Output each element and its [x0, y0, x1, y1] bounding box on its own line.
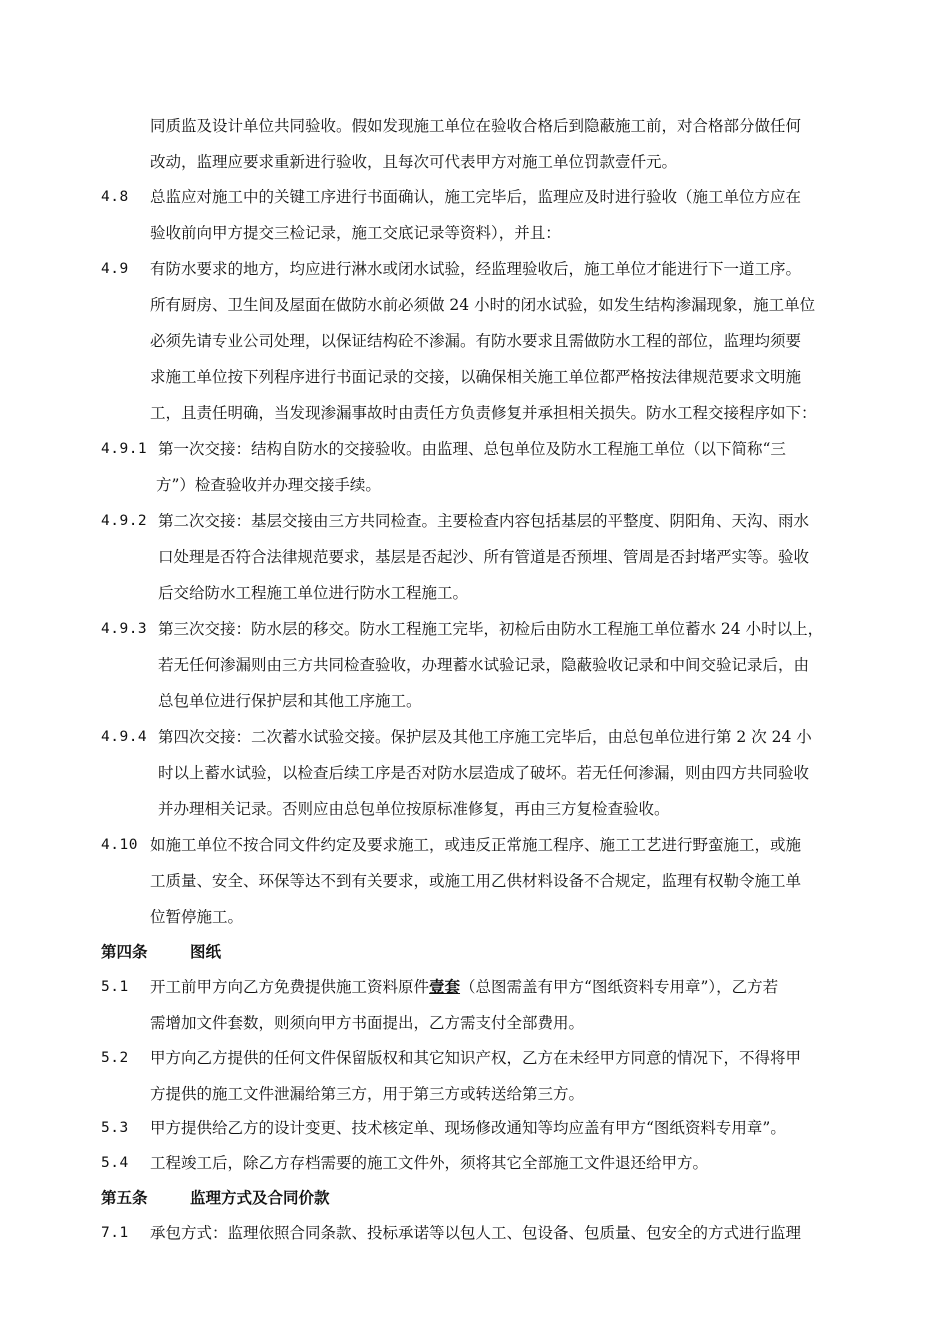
- clause-number: 4.8: [101, 189, 129, 205]
- text-run: 开工前甲方向乙方免费提供施工资料原件: [150, 978, 430, 996]
- paragraph-line: 位暂停施工。: [150, 908, 244, 926]
- paragraph-line: 甲方提供给乙方的设计变更、技术核定单、现场修改通知等均应盖有甲方“图纸资料专用章”。: [150, 1119, 786, 1137]
- paragraph-line: 如施工单位不按合同文件约定及要求施工，或违反正常施工程序、施工工艺进行野蛮施工，或施: [150, 836, 802, 854]
- clause-number: 4.9.1: [101, 441, 148, 457]
- paragraph-line: 工，且责任明确，当发现渗漏事故时由责任方负责修复并承担相关损失。防水工程交接程序如下：: [150, 404, 817, 422]
- article-title: 图纸: [190, 942, 222, 961]
- clause-number: 4.9.4: [101, 729, 148, 745]
- clause-number: 4.9: [101, 261, 129, 277]
- paragraph-line: 第二次交接：基层交接由三方共同检查。主要检查内容包括基层的平整度、阴阳角、天沟、雨水: [158, 512, 810, 530]
- paragraph-line: 方提供的施工文件泄漏给第三方，用于第三方或转送给第三方。: [150, 1085, 585, 1103]
- paragraph-line: 总监应对施工中的关键工序进行书面确认，施工完毕后，监理应及时进行验收（施工单位方应在: [150, 188, 802, 206]
- paragraph-line: 甲方向乙方提供的任何文件保留版权和其它知识产权，乙方在未经甲方同意的情况下，不得将甲: [150, 1049, 802, 1067]
- paragraph-line: 求施工单位按下列程序进行书面记录的交接，以确保相关施工单位都严格按法律规范要求文明施: [150, 368, 802, 386]
- paragraph-line: 后交给防水工程施工单位进行防水工程施工。: [158, 584, 469, 602]
- clause-number: 5.1: [101, 979, 129, 995]
- clause-number: 5.3: [101, 1120, 129, 1136]
- paragraph-line: [150, 977, 778, 997]
- paragraph-line: 需增加文件套数，则须向甲方书面提出，乙方需支付全部费用。: [150, 1014, 585, 1032]
- paragraph-line: 必须先请专业公司处理，以保证结构砼不渗漏。有防水要求且需做防水工程的部位，监理均须要: [150, 332, 802, 350]
- paragraph-line: 工程竣工后，除乙方存档需要的施工文件外，须将其它全部施工文件退还给甲方。: [150, 1154, 709, 1172]
- paragraph-line: 改动，监理应要求重新进行验收，且每次可代表甲方对施工单位罚款壹仟元。: [150, 153, 678, 171]
- paragraph-line: 若无任何渗漏则由三方共同检查验收，办理蓄水试验记录，隐蔽验收记录和中间交验记录后，由: [158, 656, 810, 674]
- clause-number: 4.9.2: [101, 513, 148, 529]
- paragraph-line: 第一次交接：结构自防水的交接验收。由监理、总包单位及防水工程施工单位（以下简称“三: [158, 440, 786, 458]
- paragraph-line: 时以上蓄水试验，以检查后续工序是否对防水层造成了破坏。若无任何渗漏，则由四方共同验收: [158, 764, 810, 782]
- paragraph-line: 第三次交接：防水层的移交。防水工程施工完毕，初检后由防水工程施工单位蓄水 24 小时以上，: [158, 620, 824, 638]
- article-label: 第四条: [101, 942, 148, 961]
- article-title: 监理方式及合同价款: [190, 1188, 330, 1207]
- paragraph-line: 同质监及设计单位共同验收。假如发现施工单位在验收合格后到隐蔽施工前，对合格部分做任何: [150, 117, 802, 135]
- paragraph-line: 工质量、安全、环保等达不到有关要求，或施工用乙供材料设备不合规定，监理有权勒令施工单: [150, 872, 802, 890]
- article-label: 第五条: [101, 1188, 148, 1207]
- paragraph-line: 验收前向甲方提交三检记录，施工交底记录等资料），并且：: [150, 224, 561, 242]
- clause-number: 7.1: [101, 1225, 129, 1241]
- paragraph-line: 方”）检查验收并办理交接手续。: [156, 476, 381, 494]
- clause-number: 5.4: [101, 1155, 129, 1171]
- paragraph-line: 口处理是否符合法律规范要求，基层是否起沙、所有管道是否预埋、管周是否封堵严实等。验收: [158, 548, 810, 566]
- paragraph-line: 承包方式：监理依照合同条款、投标承诺等以包人工、包设备、包质量、包安全的方式进行监理: [150, 1224, 802, 1242]
- paragraph-line: 第四次交接：二次蓄水试验交接。保护层及其他工序施工完毕后，由总包单位进行第 2 次 24 小: [158, 728, 812, 746]
- paragraph-line: 有防水要求的地方，均应进行淋水或闭水试验，经监理验收后，施工单位才能进行下一道工序。: [150, 260, 802, 278]
- clause-number: 4.9.3: [101, 621, 148, 637]
- paragraph-line: 总包单位进行保护层和其他工序施工。: [158, 692, 422, 710]
- text-run: （总图需盖有甲方“图纸资料专用章”），乙方若: [460, 978, 779, 996]
- underlined-text: 壹套: [429, 977, 461, 996]
- paragraph-line: 所有厨房、卫生间及屋面在做防水前必须做 24 小时的闭水试验，如发生结构渗漏现象，施工单位: [150, 296, 816, 314]
- clause-number: 5.2: [101, 1050, 129, 1066]
- clause-number: 4.10: [101, 837, 138, 853]
- paragraph-line: 并办理相关记录。否则应由总包单位按原标准修复，再由三方复检查验收。: [158, 800, 670, 818]
